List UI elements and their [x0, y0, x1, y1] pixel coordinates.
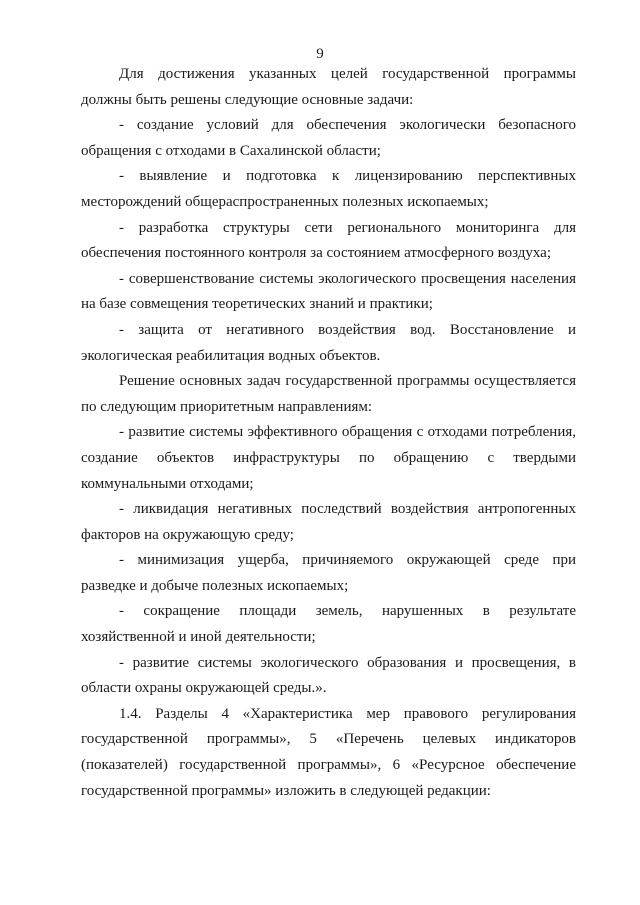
paragraph-task-monitoring: - разработка структуры сети регионального мониторинга для обеспечения постоянного контроля за состоянием атмосферного воздуха;: [81, 219, 576, 262]
paragraph-goals-intro: Для достижения указанных целей государственной программы должны быть решены следующие основные задачи:: [81, 66, 576, 108]
document-body: [81, 62, 576, 804]
paragraph-task-water: - защита от негативного воздействия вод. Восстановление и экологическая реабилитация водных объектов.: [81, 321, 576, 364]
paragraph-priority-waste: - развитие системы эффективного обращения с отходами потребления, создание объектов инфраструктуры по обращению с твердыми коммунальными отходами;: [81, 424, 576, 492]
paragraph-priority-mining: - минимизация ущерба, причиняемого окружающей среде при разведке и добыче полезных ископаемых;: [81, 552, 576, 594]
paragraph-task-education: - совершенствование системы экологического просвещения населения на базе совмещения теоретических знаний и практики;: [81, 270, 576, 313]
page-number: 9: [316, 46, 324, 62]
paragraph-task-deposits: - выявление и подготовка к лицензированию перспективных месторождений общераспространенных полезных ископаемых;: [81, 168, 576, 210]
paragraph-priority-education: - развитие системы экологического образования и просвещения, в области охраны окружающей среды.».: [81, 654, 576, 697]
paragraph-section-amendment: 1.4. Разделы 4 «Характеристика мер правового регулирования государственной программы», 5 «Перечень целевых индикаторов (показателей) государственной программы», 6 «Ресурсное обеспечение государственной программы» изложить в следующей редакции:: [81, 705, 576, 799]
paragraph-task-waste: - создание условий для обеспечения экологически безопасного обращения с отходами в Сахалинской области;: [81, 117, 576, 159]
paragraph-priority-land: - сокращение площади земель, нарушенных в результате хозяйственной и иной деятельности;: [81, 603, 576, 646]
paragraph-priorities-intro: Решение основных задач государственной программы осуществляется по следующим приоритетным направлениям:: [81, 373, 576, 415]
paragraph-priority-anthropogenic: - ликвидация негативных последствий воздействия антропогенных факторов на окружающую среду;: [81, 501, 576, 543]
